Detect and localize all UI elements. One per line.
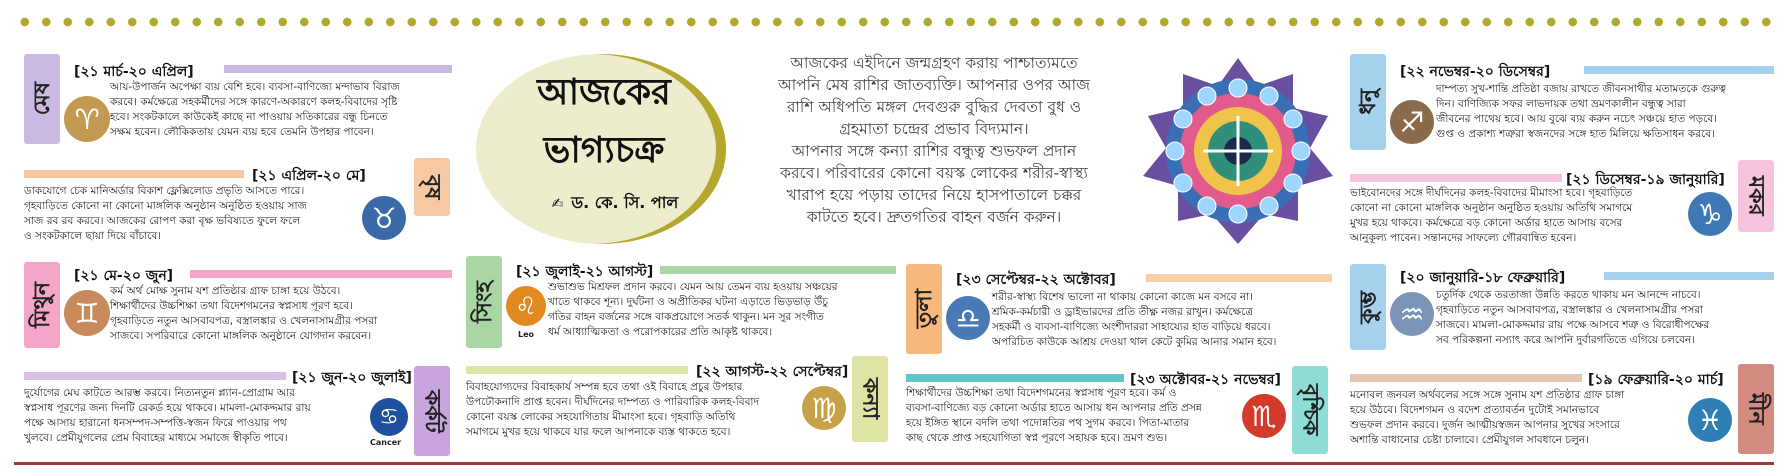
forecast-text: চতুর্দিক থেকে তরতাজা উন্নতি করতে থাকায় মন আনন্দে নাচবে। গৃহবাড়িতে নতুন আসবাবপত্র, বস্ত্রালঙ্কার ও খেলনাসামগ্রীর পসরা সাজবে। মামলা-মোকদ্দমার রায় পক্ষে আসবে শত্রু ও বিরোধীপক্ষের সব পরিকল্পনা নস্যাৎ করে আপনি দুর্বারগতিতে এগিয়ে চলবেন। bbox=[1436, 289, 1710, 346]
virgo-icon: ♍ bbox=[802, 386, 846, 430]
aries-icon: ♈ bbox=[64, 96, 110, 142]
sign-date: [২১ মার্চ-২০ এপ্রিল] bbox=[74, 64, 194, 80]
taurus-icon: ♉ bbox=[362, 196, 406, 240]
sign-tab-karkat bbox=[414, 366, 450, 456]
heading-bar bbox=[1146, 274, 1332, 282]
sign-tab-kumbha bbox=[1350, 264, 1386, 350]
heading-bar bbox=[190, 270, 452, 278]
forecast-text: দাম্পত্য সুখ-শান্তি প্রতিষ্ঠা বজায় রাখতে জীবনসাথীর মতামতকে গুরুত্ব দিন। বাণিজ্যিক সফর লাভদায়ক তথা ভ্রমণকালীন বন্ধুত্ব সারা জীবনের পাথেয় হবে। আয় বুঝে ব্যয় করুন নচেৎ সঞ্চয়ে হাত পড়বে। গুপ্ত ও প্রকাশ্য শত্রুরা স্বজনদের সঙ্গে হাত মিলিয়ে ক্ষতিসাধন করবে। bbox=[1436, 83, 1726, 140]
sign-date: [২০ জানুয়ারি-১৮ ফেব্রুয়ারি] bbox=[1400, 270, 1566, 286]
sign-tab-tula bbox=[906, 264, 942, 354]
author-name: ড. কে. সি. পাল bbox=[571, 193, 679, 212]
scorpio-icon: ♏ bbox=[1242, 394, 1286, 438]
sign-name: মকর bbox=[1743, 176, 1769, 216]
sign-name: মীন bbox=[1743, 393, 1769, 425]
bottom-border-line bbox=[14, 462, 1774, 465]
zodiac-wheel-icon bbox=[1138, 56, 1338, 246]
forecast-text: দুর্যোগের মেঘ কাটতে আরম্ভ করবে। নিত্যনতুন প্ল্যান-প্রোগ্রাম আর স্বপ্নসাধ পূরণের জন্য দিনটি রেকর্ড হয়ে থাকবে। মামলা-মোকদ্দমার রায় পক্ষে আসায় হারানো ধনসম্পদ-সম্পত্তি-স্বজন ফিরে পাওয়ার পথ খুলবে। প্রেমীযুগলের প্রেম বিবাহের মাধ্যমে সমাজে স্বীকৃতি পাবে। bbox=[24, 387, 311, 444]
forecast-text: ডাকযোগে চেক মানিঅর্ডার বিকাশ ফ্লেক্সিলোড প্রভৃতি আসতে পারে। গৃহবাড়িতে কোনো না কোনো মাঙ্গলিক অনুষ্ঠান অনুষ্ঠিত হওয়ায় সাজ সাজ রব রব করবে। আজকের রোপণ করা বৃক্ষ ভবিষ্যতে ফুলে ফলে ও সংকটকালে ছায়া দিয়ে বাঁচাবে। bbox=[24, 185, 307, 242]
intro-line: আজকের এইদিনে জন্মগ্রহণ করায় পাশ্চাত্যমতে bbox=[790, 54, 1078, 72]
sign-tab-meen bbox=[1738, 364, 1774, 454]
heading-bar bbox=[1350, 174, 1562, 182]
sign-name: কর্কট bbox=[419, 389, 445, 433]
sagittarius-icon: ♐ bbox=[1390, 100, 1434, 144]
sign-date: [২১ জুন-২০ জুলাই] bbox=[292, 370, 412, 386]
author-line bbox=[520, 190, 710, 217]
leo-icon: ♌ bbox=[506, 286, 546, 326]
heading-bar bbox=[1584, 66, 1774, 74]
forecast-text: আয়-উপার্জন অপেক্ষা ব্যয় বেশি হবে। ব্যবসা-বাণিজ্যে মন্দাভাব বিরাজ করবে। কর্মক্ষেত্রে সহকর্মীদের সঙ্গে কারণে-অকারণে কলহ-বিবাদের সৃষ্টি হবে। সংকটকালে কাউকেই কাছে না পাওয়ায় সতিকারের বন্ধু চিনতে সক্ষম হবেন। লৌকিকতায় যেমন ব্যয় হবে তেমনি উপহার পাবেন। bbox=[110, 81, 400, 138]
heading-bar bbox=[906, 374, 1124, 382]
heading-bar bbox=[224, 65, 452, 73]
heading-bar bbox=[660, 266, 896, 274]
intro-line: রাশি অধিপতি মঙ্গল দেবগুরু বুদ্ধির দেবতা বুধ ও bbox=[786, 98, 1082, 116]
sign-name: মিথুন bbox=[29, 282, 55, 328]
sign-date: [২২ নভেম্বর-২০ ডিসেম্বর] bbox=[1400, 64, 1551, 80]
intro-text bbox=[748, 52, 1120, 228]
title-line-1: আজকের bbox=[537, 72, 671, 113]
sign-name: মেষ bbox=[29, 82, 55, 116]
title-line-2: ভাগ্যচক্র bbox=[543, 130, 665, 171]
icon-caption: Cancer bbox=[370, 438, 402, 447]
sign-name: তুলা bbox=[911, 289, 937, 329]
sign-tab-brish bbox=[414, 158, 450, 216]
sign-tab-mesh bbox=[24, 54, 60, 144]
capricorn-icon: ♑ bbox=[1688, 192, 1732, 236]
pen-icon: ✍ bbox=[551, 196, 564, 212]
gemini-icon: ♊ bbox=[64, 290, 110, 336]
intro-line: খারাপ হয়ে পড়ায় তাদের নিয়ে হাসপাতালে চক্কর bbox=[786, 186, 1082, 204]
sign-tab-brishchik bbox=[1292, 366, 1328, 454]
sign-tab-mithun bbox=[24, 262, 60, 348]
intro-line: কাটতে হবে। দ্রুতগতির বাহন বর্জন করুন। bbox=[806, 208, 1062, 226]
sign-tab-singha bbox=[466, 256, 502, 348]
heading-bar bbox=[24, 372, 286, 380]
sign-name: সিংহ bbox=[471, 281, 497, 323]
sign-name: বৃশ্চিক bbox=[1297, 384, 1323, 436]
sign-tab-dhanu bbox=[1350, 54, 1386, 150]
intro-line: আপনি মেষ রাশির জাতব্যক্তি। আপনার ওপর আজ bbox=[778, 76, 1090, 94]
page-title bbox=[494, 64, 714, 180]
forecast-text: শরীর-স্বাস্থ্য বিশেষ ভালো না থাকায় কোনো কাজে মন বসবে না। শ্রমিক-কর্মচারী ও ড্রাইভারদের প্রতি তীক্ষ্ণ নজর রাখুন। কর্মক্ষেত্রে সহকর্মী ও ব্যবসা-বাণিজ্যে অংশীদাররা সাহায্যের হাত বাড়িয়ে ধরবে। অপরিচিত কাউকে আশ্রয় দেওয়া থাল কেটে কুমির আনার সমান হবে। bbox=[992, 291, 1277, 348]
intro-line: গ্রহমাতা চন্দ্রের প্রভাব বিদ্যমান। bbox=[839, 120, 1029, 138]
sign-date: [২৩ অক্টোবর-২১ নভেম্বর] bbox=[1130, 372, 1281, 388]
sign-tab-kanya bbox=[852, 356, 888, 442]
forecast-text: ভাইবোনদের সঙ্গে দীর্ঘদিনের কলহ-বিবাদের মীমাংসা হবে। গৃহবাড়িতে কোনো না কোনো মাঙ্গলিক অনুষ্ঠান অনুষ্ঠিত হওয়ায় অতিথি সমাগমে মুখর হয়ে থাকবে। কর্মক্ষেত্রে বড় কোনো অর্ডার হাতে আসায় বসের আনুকূল্য পাবেন। সন্তানদের সাফল্যে গৌরবান্বিত হবেন। bbox=[1350, 187, 1633, 244]
sign-date: [১৯ ফেব্রুয়ারি-২০ মার্চ] bbox=[1588, 372, 1724, 388]
sign-date: [২১ ডিসেম্বর-১৯ জানুয়ারি] bbox=[1566, 172, 1725, 188]
sign-date: [২২ আগস্ট-২২ সেপ্টেম্বর] bbox=[696, 364, 849, 380]
pisces-icon: ♓ bbox=[1688, 398, 1732, 442]
sign-name: ধনু bbox=[1355, 89, 1381, 115]
forecast-text: বিবাহযোগ্যদের বিবাহকার্য সম্পন্ন হবে তথা ওই বিবাহে প্রচুর উপহার উপঢৌকনাদি প্রাপ্ত হবেন। দীর্ঘদিনের দাম্পত্য ও পারিবারিক কলহ-বিবাদ কোনো বয়স্ক লোকের সহযোগিতায় মীমাংসা হবে। গৃহবাড়ি অতিথি সমাগমে মুখর হয়ে থাকবে যার ফলে আপনাকে ব্যস্ত থাকতে হবে। bbox=[466, 381, 759, 438]
sign-tab-makar bbox=[1738, 160, 1774, 232]
sign-date: [২১ এপ্রিল-২০ মে] bbox=[252, 168, 366, 184]
sign-date: [২১ জুলাই-২১ আগস্ট] bbox=[516, 264, 654, 280]
top-dotted-border bbox=[14, 14, 1774, 30]
forecast-text: শিক্ষার্থীদের উচ্চশিক্ষা তথা বিদেশগমনের স্বপ্নসাধ পূরণ হবে। কর্ম ও ব্যবসা-বাণিজ্যে বড় কোনো অর্ডার হাতে আসায় ধন আপনার প্রতি প্রসন্ন হয়ে ইঙ্গিত স্থানে বদলি তথা পদোন্নতির পথ সুগম করবে। পিতা-মাতার কাছ থেকে প্রাপ্ত সহযোগিতা স্বপ্ন পূরণে সহায়ক হবে। ভ্রমণ শুভ। bbox=[906, 387, 1202, 444]
heading-bar bbox=[1350, 374, 1582, 382]
forecast-text: শুভাশুভ মিশ্রফল প্রদান করবে। যেমন আয় তেমন ব্যয় হওয়ায় সঞ্চয়ের খাতে থাকবে শূন্য। দুর্ঘটনা ও অপ্রীতিকর ঘটনা এড়াতে ভিড়ভাড় উঁচু গতির বাহন বর্জনের সঙ্গে বাকপ্রয়োগে সতর্ক থাকুন। মন সুর সংগীত ধর্ম আধ্যাত্মিকতা ও পরোপকারের প্রতি আকৃষ্ট থাকবে। bbox=[548, 281, 838, 338]
heading-bar bbox=[1604, 272, 1774, 280]
intro-line: আপনার সঙ্গে কন্যা রাশির বন্ধুত্ব শুভফল প্রদান bbox=[791, 142, 1077, 160]
sign-date: [২১ মে-২০ জুন] bbox=[74, 268, 174, 284]
aquarius-icon: ♒ bbox=[1390, 292, 1434, 336]
sign-name: কুম্ভ bbox=[1355, 290, 1381, 324]
sign-date: [২৩ সেপ্টেম্বর-২২ অক্টোবর] bbox=[956, 272, 1116, 288]
sign-name: বৃষ bbox=[419, 174, 445, 200]
forecast-text: কর্ম অর্থ মোক্ষ সুনাম যশ প্রতিষ্ঠার গ্রাফ চাঙ্গা হয়ে উঠবে। শিক্ষার্থীদের উচ্চশিক্ষা তথা বিদেশগমনের স্বপ্নসাধ পূরণ হবে। গৃহবাড়িতে নতুন আসবাবপত্র, বস্ত্রালঙ্কার ও খেলনাসামগ্রীর পসরা সাজবে। সপরিবারে কোনো মাঙ্গলিক অনুষ্ঠানে যোগদান করবেন। bbox=[110, 285, 378, 342]
sign-name: কন্যা bbox=[857, 378, 883, 420]
intro-line: করবে। পরিবারের কোনো বয়স্ক লোকের শরীর-স্বাস্থ্য bbox=[780, 164, 1088, 182]
libra-icon: ♎ bbox=[946, 296, 990, 340]
forecast-text: মনোবল জনবল অর্থবলের সঙ্গে সঙ্গে সুনাম যশ প্রতিষ্ঠার গ্রাফ চাঙ্গা হয়ে উঠবে। বিদেশগমন ও বদেশ প্রত্যাবর্তন দুটোই সমানভাবে শুভফল প্রদান করবে। দুর্জন আত্মীয়স্বজন আপনার সুখের সংসারে অশান্তি বাধানোর চেষ্টা চালাবে। প্রেমীযুগল সাবধানে চলুন। bbox=[1350, 389, 1625, 446]
heading-bar bbox=[24, 170, 244, 178]
cancer-icon: ♋ bbox=[370, 398, 408, 436]
heading-bar bbox=[466, 366, 688, 374]
icon-caption: Leo bbox=[518, 330, 535, 339]
